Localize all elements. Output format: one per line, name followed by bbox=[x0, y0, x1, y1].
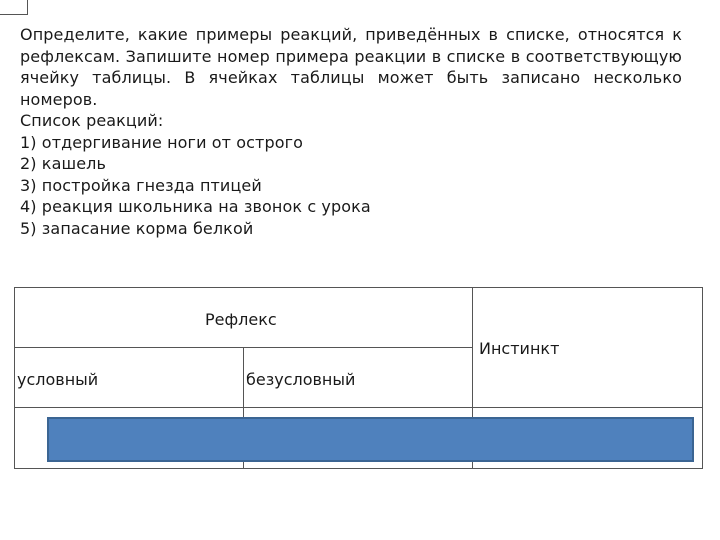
reaction-item-4: 4) реакция школьника на звонок с урока bbox=[20, 197, 371, 216]
list-title: Список реакций: bbox=[20, 111, 164, 130]
conditional-header-cell bbox=[14, 347, 244, 408]
reaction-item-2: 2) кашель bbox=[20, 154, 107, 173]
reaction-item-3: 3) постройка гнезда птицей bbox=[20, 175, 262, 195]
unconditional-header: безусловный bbox=[246, 370, 356, 389]
unconditional-header-cell bbox=[243, 347, 473, 408]
reflex-header-cell bbox=[14, 287, 473, 348]
instinct-header-cell bbox=[472, 287, 703, 408]
reflex-header: Рефлекс bbox=[205, 310, 277, 329]
instinct-header: Инстинкт bbox=[479, 339, 560, 358]
conditional-header: условный bbox=[17, 370, 99, 389]
answer-cover-overlay bbox=[47, 417, 694, 462]
reaction-item-5: 5) запасание корма белкой bbox=[20, 218, 254, 238]
reaction-item-1: 1) отдергивание ноги от острого bbox=[20, 132, 303, 152]
question-text bbox=[20, 24, 682, 239]
instruction-paragraph: Определите, какие примеры реакций, приведённых в списке, относятся к рефлексам. Запишите номер примера реакции в списке в соответствующую ячейку таблицы. В ячейках таблицы может быть записано несколько номеров. bbox=[20, 25, 682, 109]
corner-frame bbox=[0, 0, 28, 15]
